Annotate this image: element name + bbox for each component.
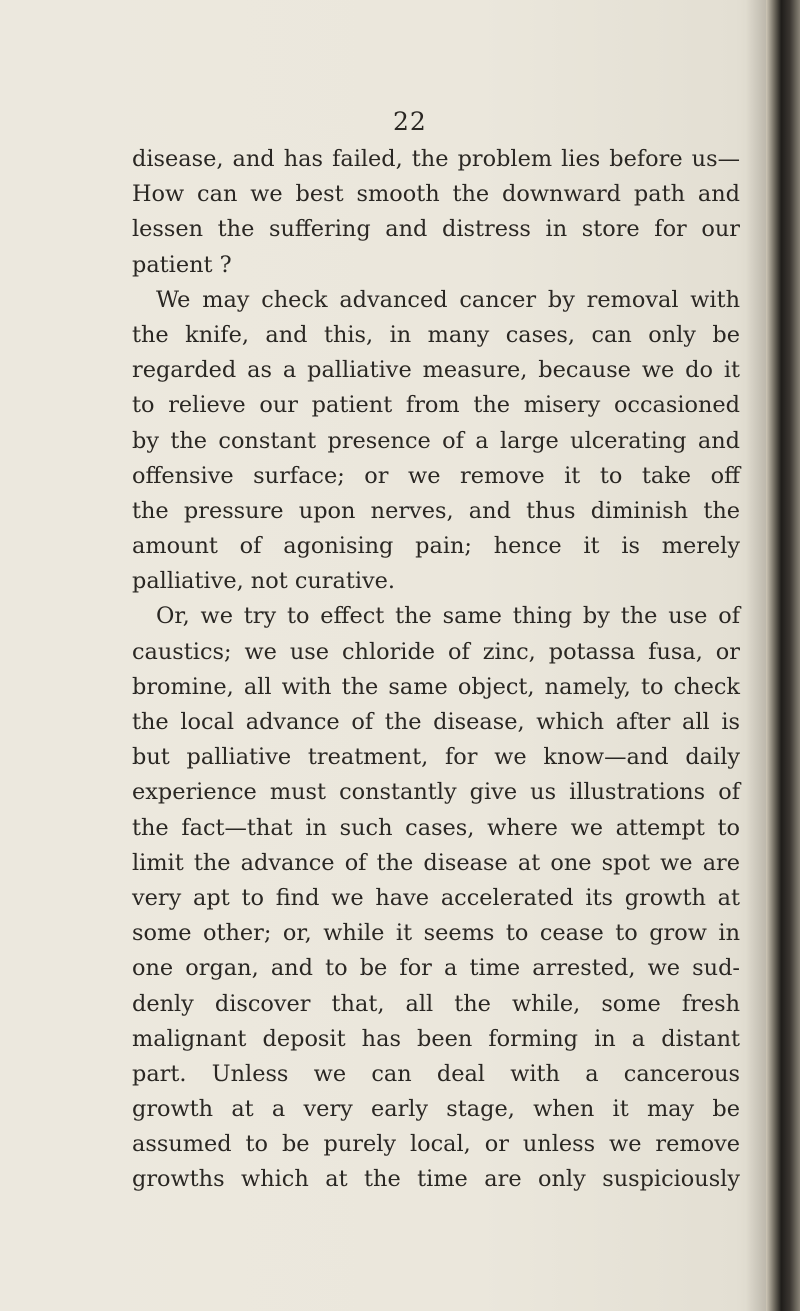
text-line: limit the advance of the disease at one spot we are <box>132 849 740 876</box>
text-line: lessen the suffering and distress in store for our <box>132 216 740 243</box>
page-number: 22 <box>393 107 427 136</box>
text-line: the fact—that in such cases, where we attempt to <box>132 814 740 841</box>
text-line: disease, and has failed, the problem lies before us— <box>132 146 740 172</box>
text-line: by the constant presence of a large ulcerating and <box>132 427 740 454</box>
text-line: How can we best smooth the downward path and <box>132 181 740 208</box>
text-line: growths which at the time are only suspiciously <box>132 1166 740 1193</box>
text-line: We may check advanced cancer by removal with <box>156 286 740 313</box>
text-line: malignant deposit has been forming in a distant <box>132 1025 740 1052</box>
text-line: assumed to be purely local, or unless we remove <box>132 1131 740 1158</box>
text-line: some other; or, while it seems to cease to grow in <box>132 920 740 947</box>
text-line: Or, we try to effect the same thing by the use of <box>156 603 740 630</box>
text-line: patient ? <box>132 251 232 278</box>
text-line: very apt to find we have accelerated its growth at <box>132 884 740 911</box>
text-line: the local advance of the disease, which after all is <box>132 709 740 735</box>
body-text <box>132 142 740 1198</box>
text-line: experience must constantly give us illustrations of <box>132 779 740 806</box>
text-line: denly discover that, all the while, some fresh <box>132 990 740 1017</box>
text-line: palliative, not curative. <box>132 568 396 595</box>
text-line: growth at a very early stage, when it may be <box>132 1096 740 1123</box>
text-line: to relieve our patient from the misery occasioned <box>132 392 740 419</box>
text-line: caustics; we use chloride of zinc, potassa fusa, or <box>132 638 740 665</box>
text-line: amount of agonising pain; hence it is merely <box>132 533 740 560</box>
text-line: regarded as a palliative measure, because we do it <box>132 357 740 384</box>
text-line: offensive surface; or we remove it to take off <box>132 462 740 489</box>
text-line: the pressure upon nerves, and thus diminish the <box>132 497 740 524</box>
text-line: one organ, and to be for a time arrested, we sud- <box>132 955 740 982</box>
text-line: but palliative treatment, for we know—and daily <box>132 744 740 771</box>
text-line: bromine, all with the same object, namely, to check <box>132 673 740 700</box>
text-line: part. Unless we can deal with a cancerous <box>132 1060 740 1087</box>
page-gutter-shadow <box>746 0 766 1311</box>
text-line: the knife, and this, in many cases, can only be <box>132 321 740 348</box>
book-binding-edge <box>766 0 800 1311</box>
